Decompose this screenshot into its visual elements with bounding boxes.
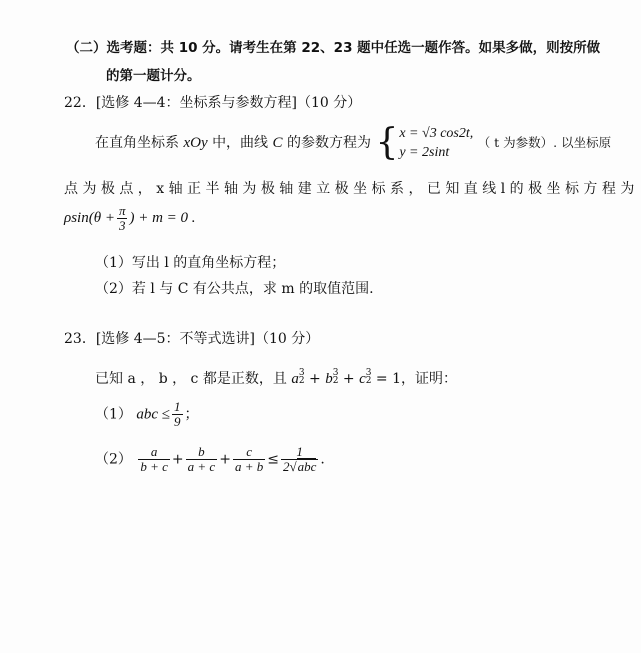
op: = 1 bbox=[375, 371, 402, 387]
intro-line1: （二）选考题：共 10 分。请考生在第 22、23 题中任选一题作答。如果多做，则按所做 bbox=[66, 40, 601, 56]
q23-header: 23．[选修 4—5：不等式选讲]（10 分） bbox=[64, 331, 320, 347]
polar-equation bbox=[64, 204, 196, 233]
q23-sub2: （2） $\frac{a}{b + c}$ + $\frac{b}{a + c}$ + $\frac{c}{a + b}$ ≤ $\frac{1}{\text{2√abc}}$ . bbox=[95, 444, 325, 474]
var-c: C bbox=[272, 135, 283, 151]
text: . bbox=[320, 451, 325, 468]
q22-para1 bbox=[95, 124, 611, 162]
pi-over-3: $\frac{\pi}{3}$ bbox=[118, 203, 126, 233]
q23-given: 已知 a ， b ， c 都是正数，且 a 3 2 + b 3 2 + c 3 2 = 1，证明： bbox=[95, 368, 458, 387]
text: ； bbox=[184, 406, 199, 423]
eq-y: y = 2sint bbox=[399, 145, 450, 160]
q22-header: 22．[选修 4—4：坐标系与参数方程]（10 分） bbox=[64, 95, 362, 111]
q22-para2: 点 为 极 点 ， x 轴 正 半 轴 为 极 轴 建 立 极 坐 标 系 ， 已 知 直 线 l 的 极 坐 标 方 程 为 bbox=[64, 181, 635, 197]
q23-sub1 bbox=[95, 400, 199, 429]
q22-sub2: （2）若 l 与 C 有公共点，求 m 的取值范围. bbox=[95, 281, 374, 297]
text: 的参数方程为 bbox=[286, 135, 371, 151]
text: ，证明： bbox=[401, 371, 458, 387]
frac2: $\frac{b}{a + c}$ bbox=[187, 444, 216, 474]
op: + bbox=[309, 371, 321, 387]
label: （1） bbox=[95, 406, 132, 423]
label: （2） bbox=[95, 451, 132, 468]
eq-x: x = √3 cos2t, bbox=[399, 126, 474, 141]
intro-line2: 的第一题计分。 bbox=[106, 68, 201, 84]
text: abc ≤ bbox=[136, 406, 171, 423]
text: 已知 a ， b ， c 都是正数，且 bbox=[95, 371, 287, 387]
param-system: { x = √3 cos2t, y = 2sint bbox=[375, 122, 474, 163]
text: ρsin(θ + bbox=[64, 209, 115, 226]
var: c bbox=[359, 371, 366, 387]
op: ≤ bbox=[267, 451, 279, 468]
var: a bbox=[291, 371, 299, 387]
text: ) + m = 0 . bbox=[129, 209, 196, 226]
q22-sub1: （1）写出 l 的直角坐标方程； bbox=[95, 255, 286, 271]
rhs: $\frac{1}{\text{2√abc}}$ bbox=[282, 444, 317, 474]
frac1: $\frac{a}{b + c}$ bbox=[140, 444, 168, 474]
frac3: $\frac{c}{a + b}$ bbox=[234, 444, 264, 474]
one-ninth: $\frac{1}{9}$ bbox=[174, 399, 181, 429]
text: 在直角坐标系 bbox=[95, 135, 179, 151]
text: 中，曲线 bbox=[212, 135, 269, 151]
var-xoy: xOy bbox=[183, 135, 208, 151]
var: b bbox=[325, 371, 333, 387]
text: （ t 为参数）. 以坐标原 bbox=[477, 135, 612, 150]
op: + bbox=[342, 371, 355, 387]
